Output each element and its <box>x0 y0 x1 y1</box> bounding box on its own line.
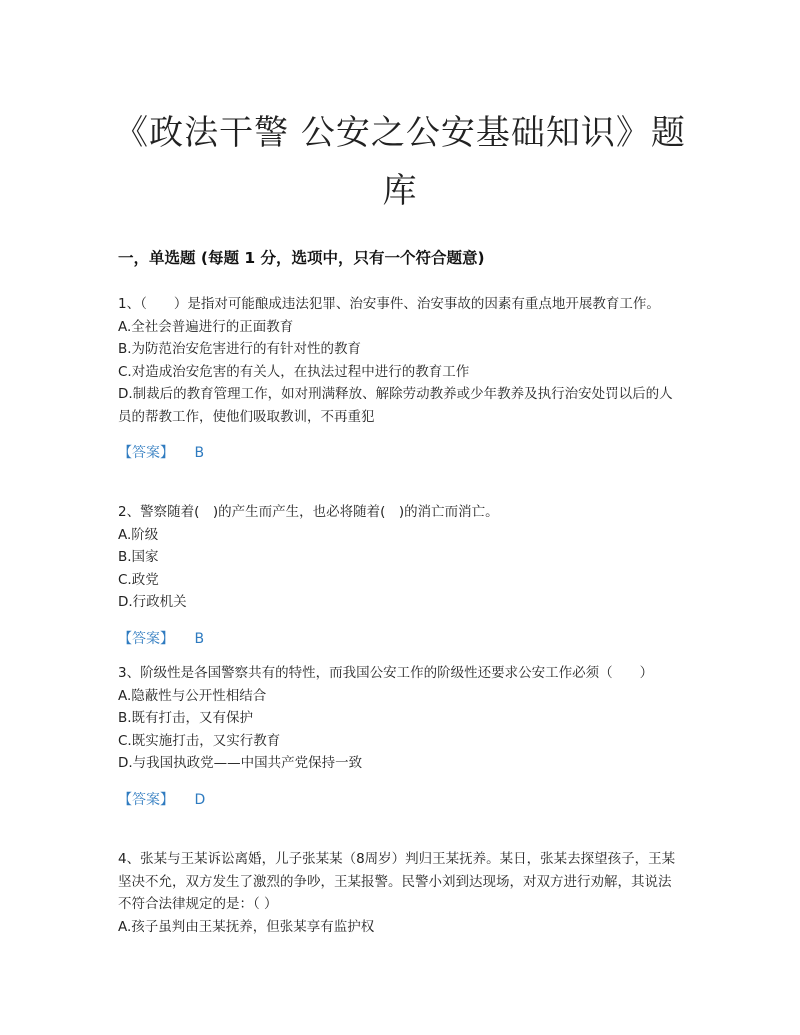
option-c: C.既实施打击，又实行教育 <box>118 732 281 749</box>
question-stem: 2、警察随着( )的产生而产生，也必将随着( )的消亡而消亡。 <box>118 504 499 520</box>
answer-value: B <box>194 630 205 647</box>
answer-value: D <box>194 791 206 808</box>
answer-row <box>118 442 684 464</box>
question-1 <box>118 293 684 464</box>
question-stem: 4、张某与王某诉讼离婚，儿子张某某（8周岁）判归王某抚养。某日，张某去探望孩子，王某坚决不允，双方发生了激烈的争吵，王某报警。民警小刘到达现场，对双方进行劝解，其说法不符合法律规定的是：（ ） <box>118 851 676 912</box>
question-3 <box>118 662 684 811</box>
option-a: A.隐蔽性与公开性相结合 <box>118 687 267 704</box>
answer-label: 【答案】 <box>118 445 174 461</box>
section-heading: 一，单选题 (每题 1 分，选项中，只有一个符合题意) <box>118 249 485 267</box>
answer-row <box>118 628 684 650</box>
answer-label: 【答案】 <box>118 791 174 808</box>
option-d: D.与我国执政党——中国共产党保持一致 <box>118 755 363 771</box>
option-b: B.既有打击，又有保护 <box>118 710 254 726</box>
option-c: C.对造成治安危害的有关人，在执法过程中进行的教育工作 <box>118 363 470 380</box>
option-a: A.全社会普遍进行的正面教育 <box>118 318 294 335</box>
option-a: A.阶级 <box>118 526 159 543</box>
option-d: D.制裁后的教育管理工作，如对刑满释放、解除劳动教养或少年教养及执行治安处罚以后的人员的帮教工作，使他们吸取教训，不再重犯 <box>118 386 673 425</box>
option-b: B.国家 <box>118 549 159 565</box>
option-d: D.行政机关 <box>118 594 187 610</box>
option-c: C.政党 <box>118 571 159 588</box>
answer-row <box>118 789 684 811</box>
answer-value: B <box>194 445 205 461</box>
answer-label: 【答案】 <box>118 630 174 647</box>
question-2 <box>118 501 684 650</box>
question-stem: 1、（ ）是指对可能酿成违法犯罪、治安事件、治安事故的因素有重点地开展教育工作。 <box>118 296 660 312</box>
option-b: B.为防范治安危害进行的有针对性的教育 <box>118 341 362 357</box>
option-a: A.孩子虽判由王某抚养，但张某享有监护权 <box>118 918 375 935</box>
question-stem: 3、阶级性是各国警察共有的特性，而我国公安工作的阶级性还要求公安工作必须（ ） <box>118 665 654 681</box>
document-title: 《政法干警 公安之公安基础知识》题库 <box>114 113 686 211</box>
question-4 <box>118 848 684 938</box>
